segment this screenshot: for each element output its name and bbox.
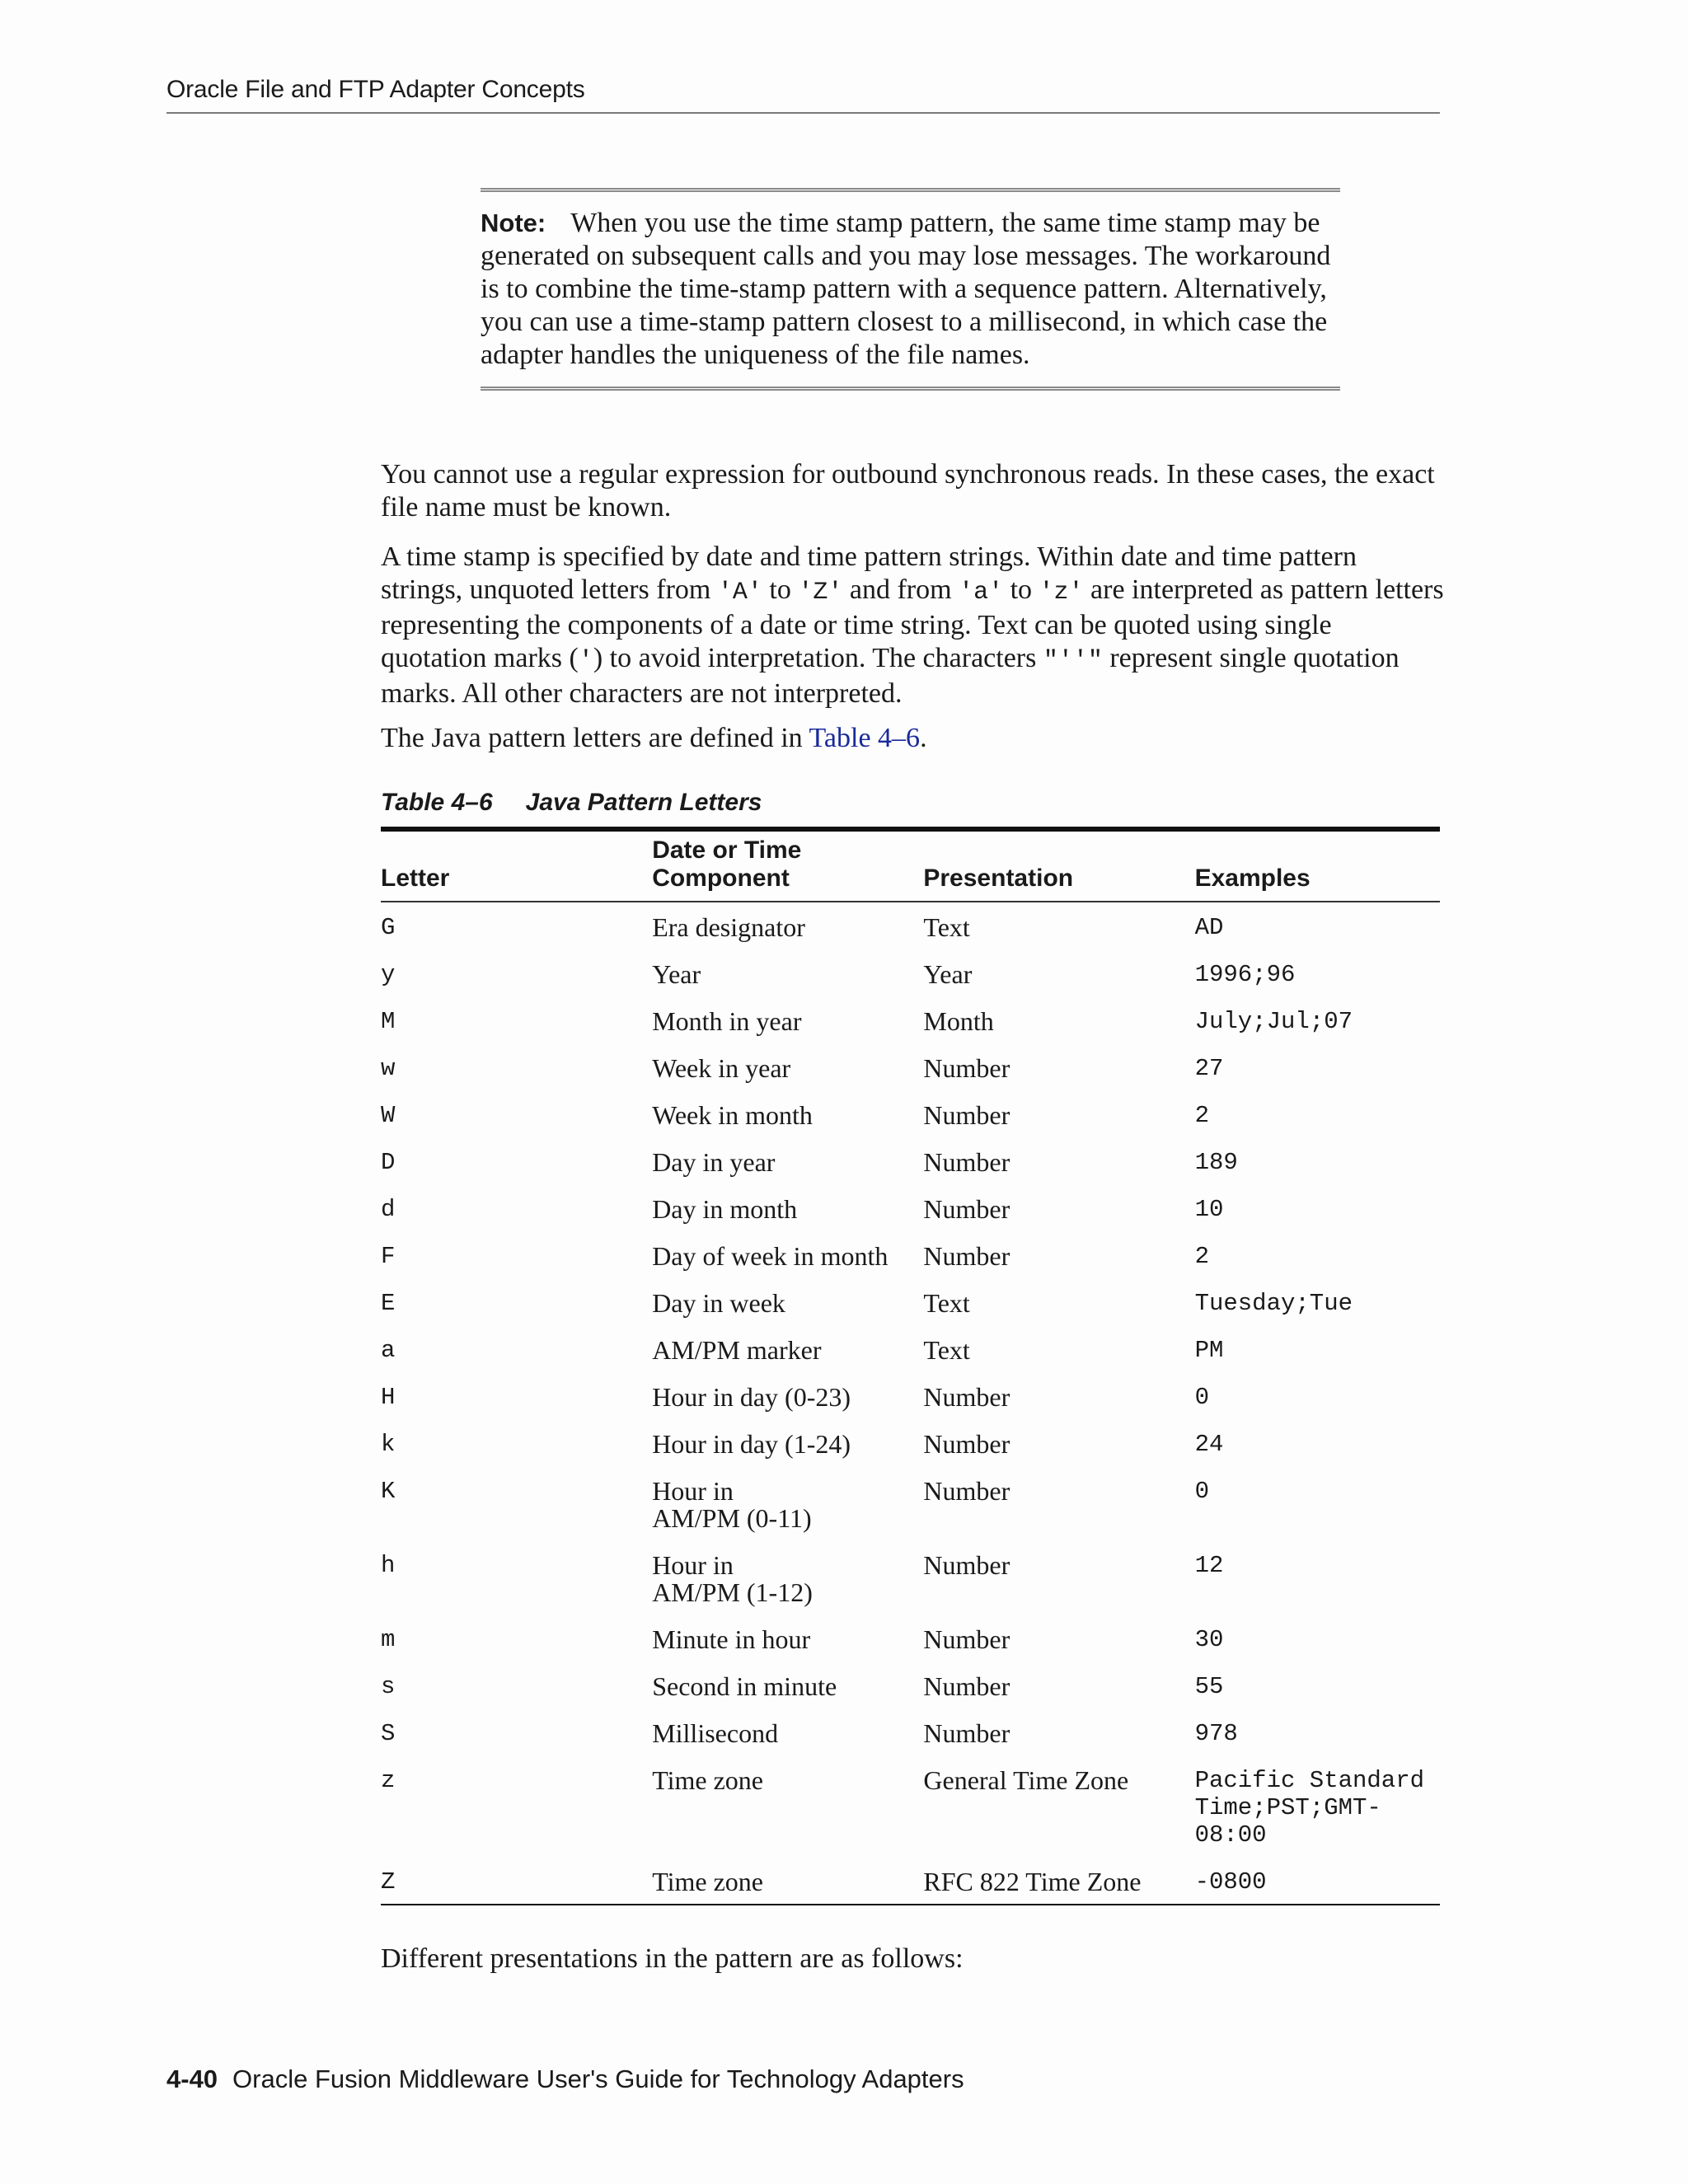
- table-row: [381, 1090, 1440, 1137]
- example-cell: 189: [1194, 1149, 1238, 1176]
- presentation-cell: Number: [923, 1147, 1010, 1177]
- letter-cell: z: [381, 1767, 396, 1794]
- table-row: [381, 1466, 1440, 1540]
- text-run: represent single quotation marks. All other characters are not interpreted.: [381, 643, 1400, 709]
- component-cell: AM/PM marker: [652, 1335, 822, 1365]
- note-text: When you use the time stamp pattern, the same time stamp may be generated on subsequent calls and you may lose messages. The workaround is to combine the time-stamp pattern with a sequence pattern. Alternatively, you can use a time-stamp pattern closest to a millisecond, in which case the adapter handles the uniqueness of the file names.: [481, 208, 1331, 370]
- paragraph-text: Different presentations in the pattern are as follows:: [381, 1943, 964, 1974]
- example-cell: 0: [1194, 1478, 1209, 1505]
- header-component-line2: Component: [652, 865, 790, 892]
- presentation-cell: Number: [923, 1476, 1010, 1506]
- paragraph-presentations: [381, 1943, 1444, 1975]
- letter-cell: F: [381, 1243, 396, 1270]
- component-cell: Week in month: [652, 1100, 813, 1130]
- presentation-cell: Text: [923, 1288, 970, 1318]
- letter-cell: s: [381, 1673, 396, 1700]
- code-literal: ': [578, 647, 593, 675]
- header-component: [652, 829, 923, 902]
- table-4-6-link[interactable]: Table 4–6: [809, 723, 921, 753]
- table-row: [381, 1184, 1440, 1231]
- component-cell: Hour in AM/PM (1-12): [652, 1550, 813, 1607]
- component-cell: Minute in hour: [652, 1624, 811, 1654]
- header-letter: Letter: [381, 829, 652, 902]
- paragraph-time-stamp: [381, 541, 1444, 710]
- presentation-cell: Number: [923, 1241, 1010, 1271]
- example-cell: 1996;96: [1194, 961, 1296, 988]
- text-run: The Java pattern letters are defined in: [381, 723, 809, 753]
- presentation-cell: Number: [923, 1718, 1010, 1748]
- table-header-row: [381, 829, 1440, 902]
- presentation-cell: Month: [923, 1006, 994, 1036]
- component-cell: Day of week in month: [652, 1241, 889, 1271]
- text-run: and from: [842, 574, 959, 605]
- paragraph-text: [381, 722, 1444, 755]
- component-cell: Day in year: [652, 1147, 776, 1177]
- example-cell: 978: [1194, 1720, 1238, 1747]
- running-header-title: Oracle File and FTP Adapter Concepts: [166, 76, 585, 103]
- note-label: Note:: [481, 209, 546, 237]
- presentation-cell: Number: [923, 1671, 1010, 1701]
- example-cell: 2: [1194, 1102, 1209, 1129]
- presentation-cell: Year: [923, 959, 973, 989]
- example-cell: Pacific Standard Time;PST;GMT-08:00: [1194, 1767, 1425, 1849]
- letter-cell: w: [381, 1055, 396, 1082]
- example-cell: 0: [1194, 1384, 1209, 1411]
- text-run: .: [920, 723, 927, 753]
- letter-cell: k: [381, 1431, 396, 1458]
- presentation-cell: Number: [923, 1194, 1010, 1224]
- code-literal: 'Z': [798, 579, 843, 607]
- paragraph-outbound-reads: [381, 458, 1444, 524]
- component-cell: Hour in day (0-23): [652, 1382, 851, 1412]
- table-row: [381, 1755, 1440, 1857]
- text-run: ) to avoid interpretation. The characters: [593, 643, 1043, 673]
- component-cell: Hour in day (1-24): [652, 1429, 851, 1459]
- component-cell: Era designator: [652, 912, 805, 942]
- code-literal: 'A': [717, 579, 762, 607]
- paragraph-text: You cannot use a regular expression for outbound synchronous reads. In these cases, the exact file name must be known.: [381, 459, 1435, 523]
- table-row: [381, 1615, 1440, 1661]
- letter-cell: y: [381, 961, 396, 988]
- table-row: [381, 1043, 1440, 1090]
- paragraph-table-reference: [381, 722, 1444, 755]
- header-examples: Examples: [1195, 829, 1440, 902]
- table-caption-title: Java Pattern Letters: [525, 789, 762, 816]
- letter-cell: W: [381, 1102, 396, 1129]
- component-cell: Time zone: [652, 1765, 763, 1795]
- letter-cell: S: [381, 1720, 396, 1747]
- running-header: [166, 76, 1440, 114]
- example-cell: 10: [1194, 1196, 1224, 1223]
- letter-cell: D: [381, 1149, 396, 1176]
- table-body: [381, 902, 1440, 1905]
- text-run: A time stamp is specified by date and time pattern strings. Within date and time pattern strings, unquoted letters from: [381, 541, 1357, 605]
- example-cell: AD: [1194, 914, 1224, 941]
- table-row: [381, 1661, 1440, 1708]
- example-cell: July;Jul;07: [1194, 1008, 1353, 1035]
- letter-cell: h: [381, 1552, 396, 1579]
- table-row: [381, 1325, 1440, 1372]
- example-cell: 2: [1194, 1243, 1209, 1270]
- letter-cell: d: [381, 1196, 396, 1223]
- text-run: to: [1003, 574, 1039, 605]
- example-cell: 24: [1194, 1431, 1224, 1458]
- letter-cell: E: [381, 1290, 396, 1317]
- table-row: [381, 996, 1440, 1043]
- component-cell: Week in year: [652, 1053, 791, 1083]
- presentation-cell: Text: [923, 1335, 970, 1365]
- example-cell: 55: [1194, 1673, 1224, 1700]
- table-row: [381, 1708, 1440, 1755]
- code-literal: 'z': [1039, 579, 1084, 607]
- table-row: [381, 1278, 1440, 1325]
- table-row: [381, 902, 1440, 949]
- table-row: [381, 1137, 1440, 1184]
- page-number: 4-40: [166, 2064, 218, 2093]
- table-caption: [381, 789, 762, 817]
- example-cell: 30: [1194, 1626, 1224, 1653]
- header-component-line1: Date or Time: [652, 837, 802, 864]
- code-literal: "''": [1043, 647, 1103, 675]
- code-literal: 'a': [959, 579, 1004, 607]
- component-cell: Hour in AM/PM (0-11): [652, 1476, 812, 1533]
- letter-cell: H: [381, 1384, 396, 1411]
- letter-cell: M: [381, 1008, 396, 1035]
- example-cell: -0800: [1194, 1868, 1267, 1896]
- presentation-cell: Number: [923, 1382, 1010, 1412]
- paragraph-text: [381, 541, 1444, 710]
- presentation-cell: Number: [923, 1550, 1010, 1580]
- presentation-cell: General Time Zone: [923, 1765, 1129, 1795]
- text-run: are interpreted as pattern letters representing the components of a date or time string. Text can be quoted using single quotation marks (: [381, 574, 1444, 673]
- component-cell: Day in month: [652, 1194, 798, 1224]
- book-title: Oracle Fusion Middleware User's Guide for Technology Adapters: [232, 2064, 964, 2093]
- table-caption-number: Table 4–6: [381, 789, 493, 816]
- component-cell: Millisecond: [652, 1718, 779, 1748]
- table-row: [381, 1372, 1440, 1419]
- presentation-cell: Number: [923, 1624, 1010, 1654]
- presentation-cell: Text: [923, 912, 970, 942]
- letter-cell: Z: [381, 1868, 396, 1896]
- letter-cell: K: [381, 1478, 396, 1505]
- example-cell: 27: [1194, 1055, 1224, 1082]
- pattern-letters-table: [381, 827, 1440, 1905]
- example-cell: 12: [1194, 1552, 1224, 1579]
- component-cell: Day in week: [652, 1288, 785, 1318]
- table-row: [381, 1540, 1440, 1615]
- table-row: [381, 1231, 1440, 1278]
- presentation-cell: Number: [923, 1100, 1010, 1130]
- running-footer: [166, 2064, 964, 2094]
- component-cell: Month in year: [652, 1006, 802, 1036]
- component-cell: Year: [652, 959, 701, 989]
- example-cell: PM: [1194, 1337, 1224, 1364]
- note-box: [481, 188, 1340, 391]
- letter-cell: a: [381, 1337, 396, 1364]
- presentation-cell: Number: [923, 1429, 1010, 1459]
- presentation-cell: Number: [923, 1053, 1010, 1083]
- table-row: [381, 1857, 1440, 1905]
- component-cell: Second in minute: [652, 1671, 837, 1701]
- table-row: [381, 949, 1440, 996]
- text-run: to: [762, 574, 799, 605]
- table-row: [381, 1419, 1440, 1466]
- component-cell: Time zone: [652, 1867, 763, 1896]
- presentation-cell: RFC 822 Time Zone: [923, 1867, 1142, 1896]
- header-presentation: Presentation: [923, 829, 1194, 902]
- letter-cell: m: [381, 1626, 396, 1653]
- example-cell: Tuesday;Tue: [1194, 1290, 1353, 1317]
- letter-cell: G: [381, 914, 396, 941]
